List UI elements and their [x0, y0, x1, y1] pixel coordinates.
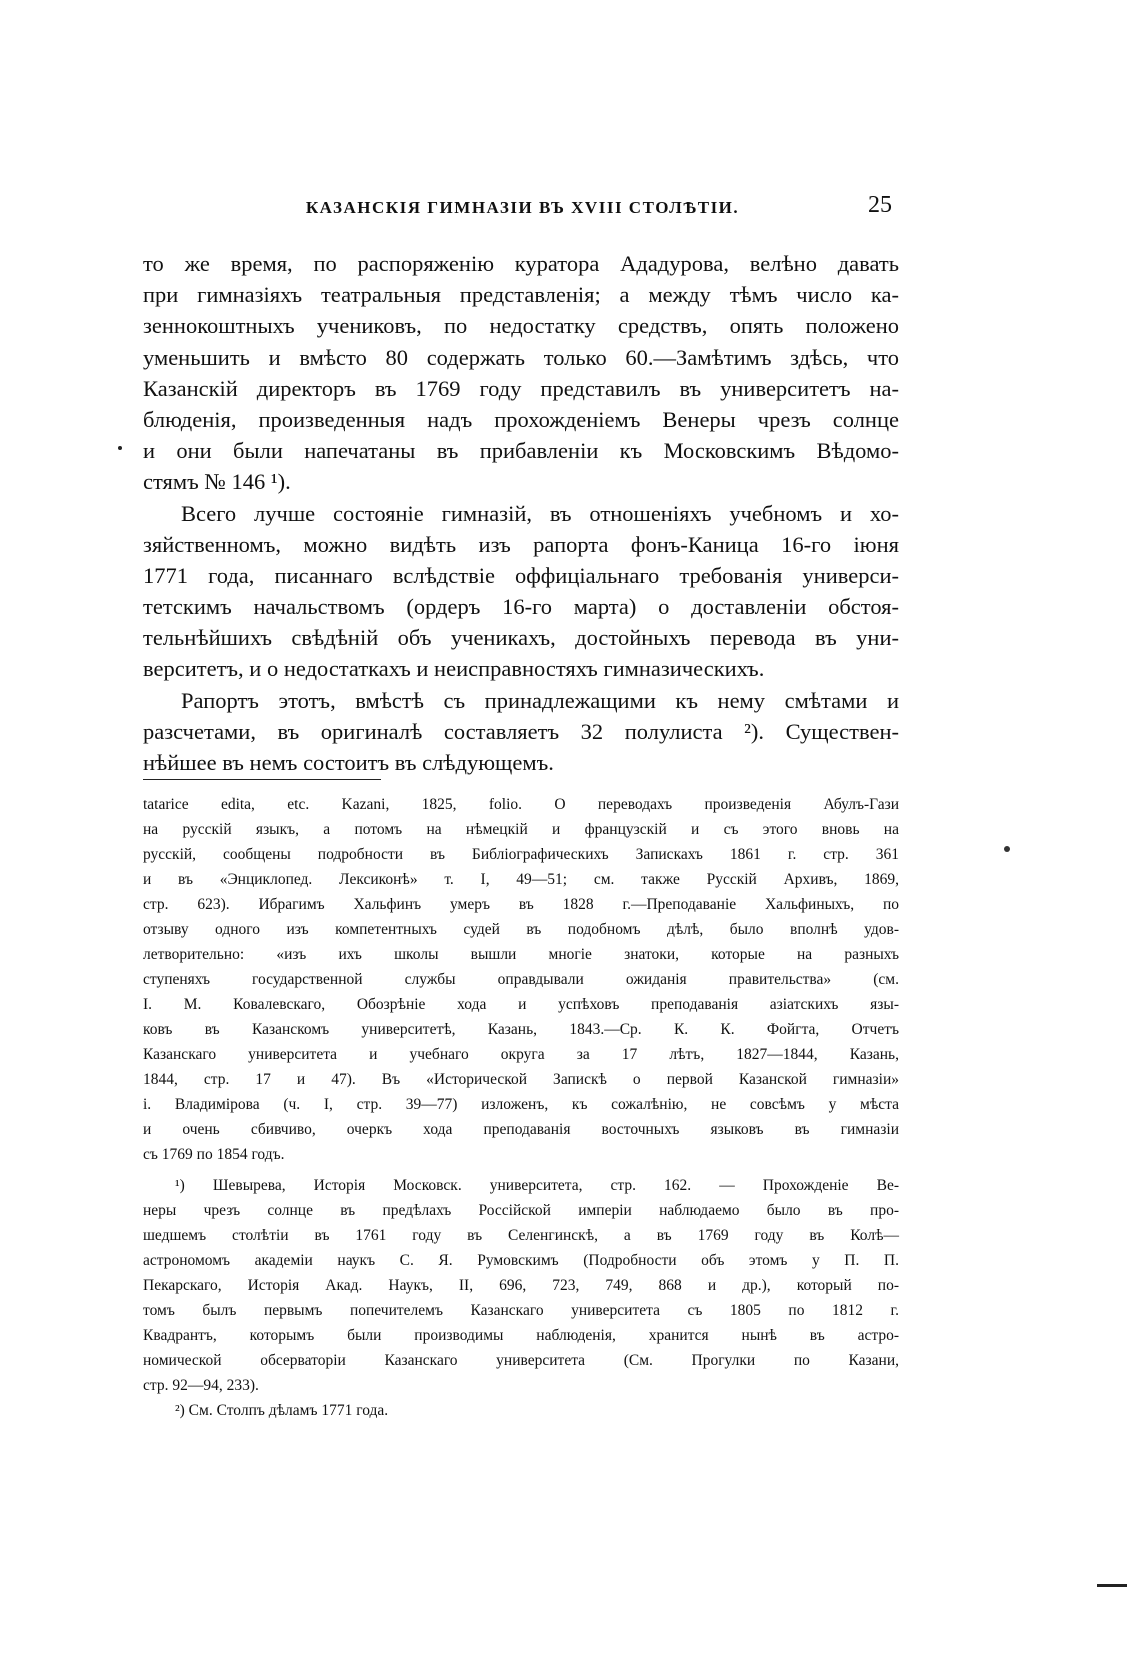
footnote-line: томъ былъ первымъ попечителемъ Казанскаго университета съ 1805 по 1812 г. — [143, 1302, 899, 1319]
body-line: блюденія, произведенныя надъ прохожденіемъ Венеры чрезъ солнце — [143, 406, 899, 432]
footnote-line: Казанскаго университета и учебнаго округа за 17 лѣтъ, 1827—1844, Казань, — [143, 1046, 899, 1063]
footnote-line: астрономомъ академіи наукъ С. Я. Румовскимъ (Подробности объ этомъ у П. П. — [143, 1252, 899, 1269]
footnote-line: tatarice edita, etc. Kazani, 1825, folio. О переводахъ произведенія Абулъ-Гази — [143, 796, 899, 813]
margin-dot — [1004, 846, 1010, 852]
body-line: стямъ № 146 ¹). — [143, 469, 291, 495]
body-line: при гимназіяхъ театральныя представленія; а между тѣмъ число ка- — [143, 282, 899, 308]
body-line: тетскимъ начальствомъ (ордеръ 16-го марта) о доставленіи обстоя- — [143, 594, 899, 620]
footnote-line: и очень сбивчиво, очеркъ хода преподаванія восточныхъ языковъ въ гимназіи — [143, 1121, 899, 1138]
footnotes — [143, 792, 899, 1423]
footnote-line: ¹) Шевырева, Исторія Московск. университета, стр. 162. — Прохожденіе Ве- — [175, 1177, 899, 1194]
footnote-line: ступеняхъ государственной службы оправдывали ожиданія правительства» (см. — [143, 971, 899, 988]
footnote-line: и въ «Энциклопед. Лексиконѣ» т. I, 49—51; см. также Русскій Архивъ, 1869, — [143, 871, 899, 888]
body-line: разсчетами, въ оригиналѣ составляетъ 32 полулиста ²). Существен- — [143, 718, 899, 744]
footnote-line: номической обсерваторіи Казанскаго университета (См. Прогулки по Казани, — [143, 1352, 899, 1369]
footnote-line: Пекарскаго, Исторія Акад. Наукъ, II, 696, 723, 749, 868 и др.), который по- — [143, 1277, 899, 1294]
body-line: уменьшить и вмѣсто 80 содержать только 60.—Замѣтимъ здѣсь, что — [143, 344, 899, 370]
body-line: нѣйшее въ немъ состоитъ въ слѣдующемъ. — [143, 750, 554, 775]
body-line: тельнѣйшихъ свѣдѣній объ ученикахъ, достойныхъ перевода въ уни- — [143, 625, 899, 651]
body-line: и они были напечатаны въ прибавленіи къ Московскимъ Вѣдомо- — [143, 438, 899, 464]
footnote-line: Квадрантъ, которымъ были производимы наблюденія, хранится нынѣ въ астро- — [143, 1327, 899, 1344]
page-header — [145, 192, 900, 226]
footnote-line: І. М. Ковалевскаго, Обозрѣніе хода и успѣховъ преподаванія азіатскихъ язы- — [143, 996, 899, 1013]
scan-dash-mark — [1097, 1584, 1127, 1587]
footnote-divider — [143, 779, 381, 780]
body-line: Всего лучше состояніе гимназій, въ отношеніяхъ учебномъ и хо- — [181, 500, 899, 526]
footnote-line: ²) См. Столпъ дѣламъ 1771 года. — [175, 1402, 389, 1419]
body-line: Казанскій директоръ въ 1769 году представилъ въ университетъ на- — [143, 375, 899, 401]
page-number: 25 — [868, 192, 892, 218]
footnote-line: неры чрезъ солнце въ предѣлахъ Россійской имперіи наблюдаемо было въ про- — [143, 1202, 899, 1219]
footnote-line: 1844, стр. 17 и 47). Въ «Исторической Запискѣ о первой Казанской гимназіи» — [143, 1071, 899, 1088]
main-text — [143, 248, 899, 778]
footnote-line: отзыву одного изъ компетентныхъ судей въ подобномъ дѣлѣ, было вполнѣ удов- — [143, 921, 899, 938]
body-line: Рапортъ этотъ, вмѣстѣ съ принадлежащими къ нему смѣтами и — [181, 687, 899, 713]
footnote-line: русскій, сообщены подробности въ Библіографическихъ Запискахъ 1861 г. стр. 361 — [143, 846, 899, 863]
footnote-line: стр. 92—94, 233). — [143, 1377, 259, 1394]
body-line: верситетъ, и о недостаткахъ и неисправностяхъ гимназическихъ. — [143, 656, 765, 682]
body-line: то же время, по распоряженію куратора Ададурова, велѣно давать — [143, 251, 899, 276]
footnote-line: і. Владимірова (ч. I, стр. 39—77) изложенъ, къ сожалѣнію, не совсѣмъ у мѣста — [143, 1096, 899, 1113]
footnote-line: стр. 623). Ибрагимъ Хальфинъ умеръ въ 1828 г.—Преподаваніе Хальфиныхъ, по — [143, 896, 899, 913]
running-head: КАЗАНСКІЯ ГИМНАЗІИ ВЪ XVIII СТОЛѢТІИ. — [305, 198, 740, 217]
footnote-line: съ 1769 по 1854 годъ. — [143, 1146, 285, 1163]
footnote-line: летворительно: «изъ ихъ школы вышли многіе знатоки, которые на разныхъ — [143, 946, 899, 963]
body-line: зеннокоштныхъ учениковъ, по недостатку средствъ, опять положено — [143, 313, 899, 339]
body-line: зяйственномъ, можно видѣть изъ рапорта фонъ-Каница 16-го іюня — [143, 531, 899, 557]
footnote-line: шедшемъ столѣтіи въ 1761 году въ Селенгинскѣ, а въ 1769 году въ Колѣ— — [143, 1227, 899, 1244]
body-line: 1771 года, писаннаго вслѣдствіе оффиціальнаго требованія универси- — [143, 562, 899, 588]
footnote-line: на русскій языкъ, а потомъ на нѣмецкій и французскій и съ этого вновь на — [143, 821, 899, 838]
footnote-line: ковъ въ Казанскомъ университетѣ, Казань, 1843.—Ср. К. К. Фойгта, Отчетъ — [143, 1021, 899, 1038]
margin-dot — [118, 446, 122, 450]
